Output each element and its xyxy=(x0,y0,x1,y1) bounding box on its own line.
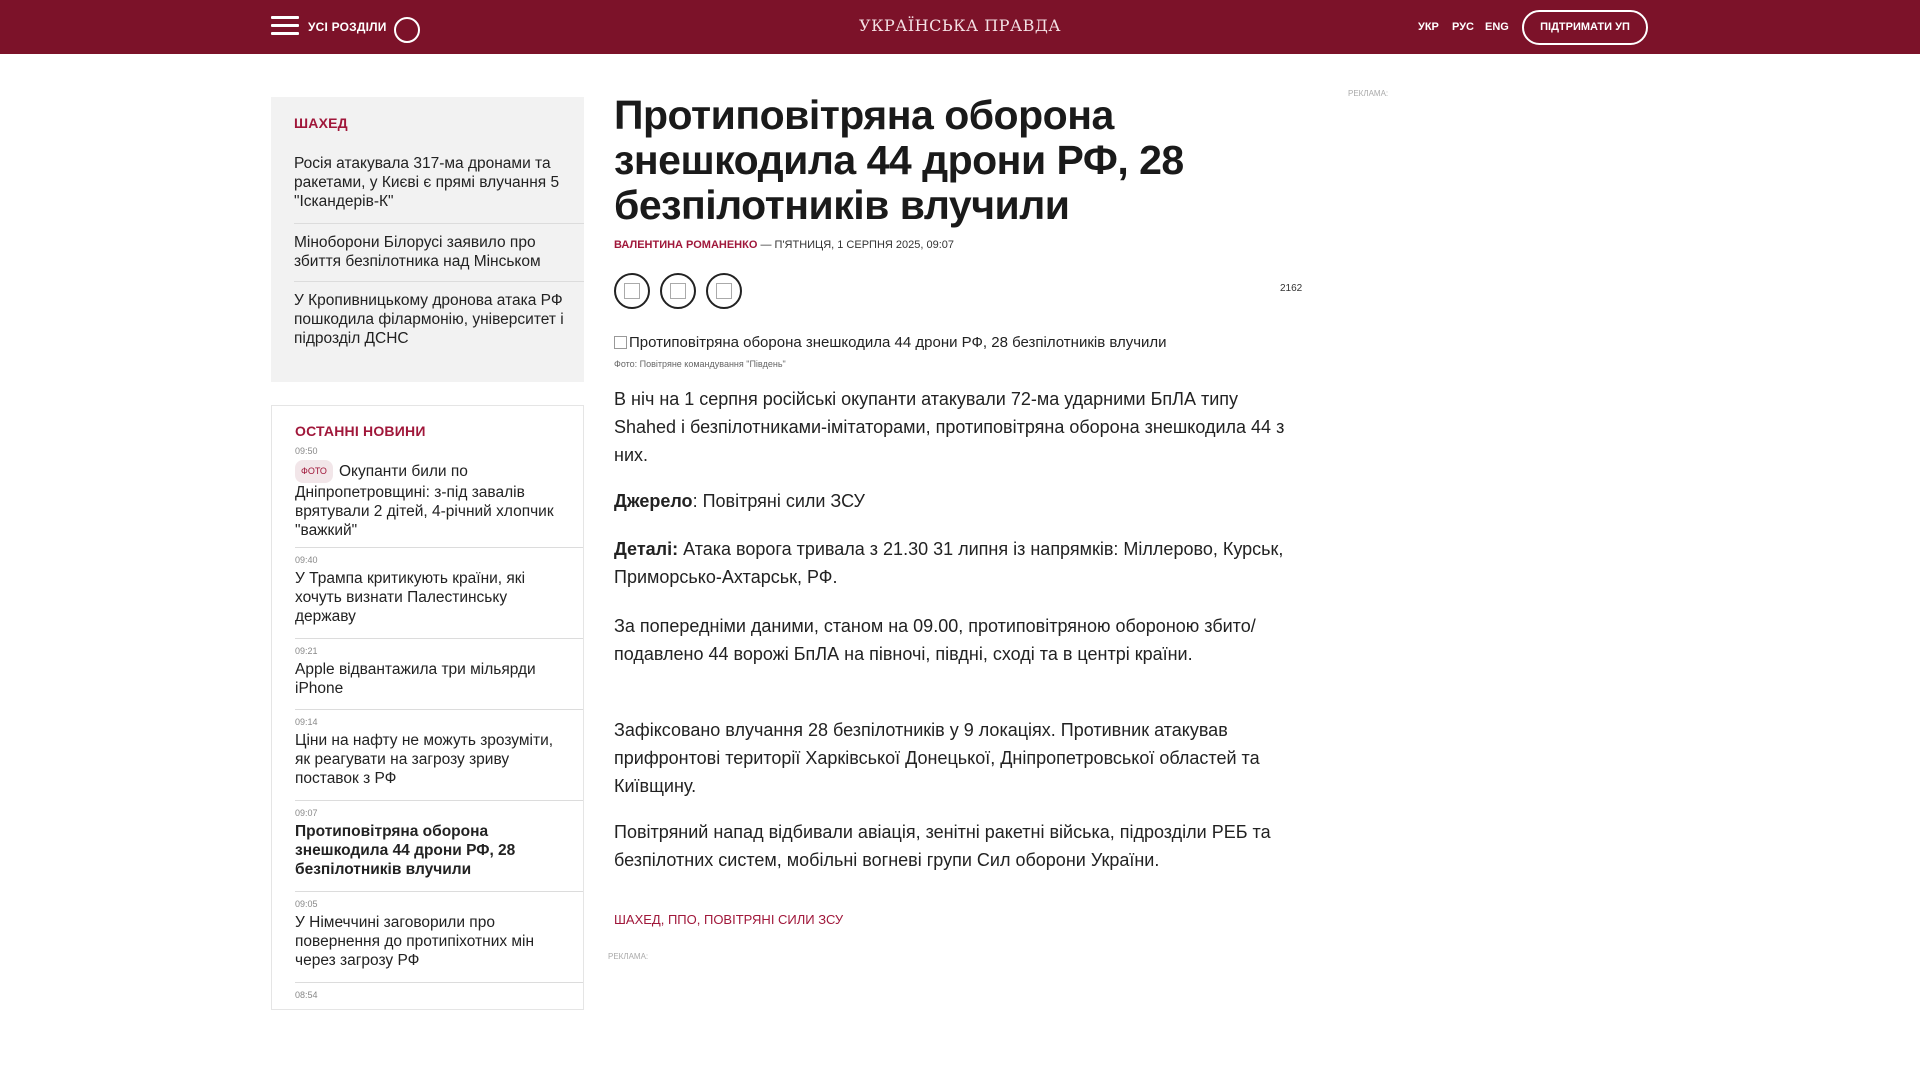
divider xyxy=(294,223,584,224)
byline-dash: — xyxy=(760,239,772,251)
share-telegram-icon[interactable] xyxy=(706,273,742,309)
news-time: 09:14 xyxy=(295,717,318,727)
support-button[interactable]: ПІДТРИМАТИ УП xyxy=(1522,10,1648,45)
news-item-link[interactable]: У Німеччині заговорили про повернення до протипіхотних мін через загрозу РФ xyxy=(295,914,535,969)
author-link[interactable]: ВАЛЕНТИНА РОМАНЕНКО xyxy=(614,239,758,251)
lang-eng-link[interactable]: ENG xyxy=(1485,21,1509,33)
tag-related-item[interactable]: Міноборони Білорусі заявило про збиття безпілотника над Мінськом xyxy=(294,234,541,270)
news-time: 09:21 xyxy=(295,646,318,656)
article-paragraph: Повітряний напад відбивали авіація, зенітні ракетні війська, підрозділи РЕБ та безпілотних систем, мобільні вогневі групи Сил оборони України. xyxy=(614,822,1271,870)
image-alt-text: Протиповітряна оборона знешкодила 44 дрони РФ, 28 безпілотників влучили xyxy=(629,334,1167,351)
share-twitter-icon[interactable] xyxy=(660,273,696,309)
latest-news-title[interactable]: ОСТАННІ НОВИНИ xyxy=(295,423,426,439)
news-time: 08:54 xyxy=(295,990,318,1000)
tag-related-item[interactable]: У Кропивницькому дронова атака РФ пошкодила філармонію, університет і підрозділ ДСНС xyxy=(294,292,564,347)
divider xyxy=(295,638,584,639)
news-item-link[interactable]: У Трампа критикують країни, які хочуть визнати Палестинську державу xyxy=(295,570,526,625)
news-time: 09:07 xyxy=(295,808,318,818)
top-navigation-bar xyxy=(0,0,1920,54)
news-time: 09:05 xyxy=(295,899,318,909)
divider xyxy=(295,982,584,983)
lang-ukr-link[interactable]: УКР xyxy=(1418,21,1439,33)
news-item-link[interactable]: Apple відвантажила три мільярди iPhone xyxy=(295,661,536,697)
divider xyxy=(294,281,584,282)
details-label: Деталі: xyxy=(614,539,679,559)
divider xyxy=(295,891,584,892)
news-item-link[interactable]: Ціни на нафту не можуть зрозуміти, як реагувати на загрозу зриву поставок з РФ xyxy=(295,732,554,787)
divider xyxy=(295,709,584,710)
source-text: : Повітряні сили ЗСУ xyxy=(692,491,865,511)
article-paragraph: Зафіксовано влучання 28 безпілотників у 9 локаціях. Противник атакував прифронтові території Харківської Донецької, Дніпропетровської областей та Київщину. xyxy=(614,720,1260,796)
details-text: Атака ворога тривала з 21.30 31 липня із напрямків: Міллерово, Курськ, Приморсько-Ахтарськ, РФ. xyxy=(614,539,1284,587)
divider xyxy=(295,800,584,801)
divider xyxy=(295,547,584,548)
ad-label: РЕКЛАМА: xyxy=(1348,89,1389,98)
article-paragraph-details xyxy=(614,535,1304,591)
tag-related-box xyxy=(271,97,584,382)
source-label: Джерело xyxy=(614,491,693,511)
publish-date: П'ЯТНИЦЯ, 1 СЕРПНЯ 2025, 09:07 xyxy=(774,239,954,251)
image-caption: Фото: Повітряне командування "Південь" xyxy=(614,359,786,369)
lang-rus-link[interactable]: РУС xyxy=(1452,21,1474,33)
tag-box-title[interactable]: ШАХЕД xyxy=(294,115,348,131)
news-item-title: Окупанти били по Дніпропетровщині: з-під завалів врятували 2 дітей, 4-річний хлопчик "важкий" xyxy=(295,463,554,539)
article-headline: Протиповітряна оборона знешкодила 44 дрони РФ, 28 безпілотників влучили xyxy=(614,92,1184,228)
news-item-link-current[interactable]: Протиповітряна оборона знешкодила 44 дрони РФ, 28 безпілотників влучили xyxy=(295,823,516,878)
news-time: 09:50 xyxy=(295,446,318,456)
byline xyxy=(614,239,954,251)
article-tags[interactable]: ШАХЕД, ППО, ПОВІТРЯНІ СИЛИ ЗСУ xyxy=(614,912,844,927)
tag-related-item[interactable]: Росія атакувала 317-ма дронами та ракетами, у Києві є прямі влучання 5 "Іскандерів-К" xyxy=(294,155,560,210)
photo-badge: ФОТО xyxy=(295,460,333,483)
views-count: 2162 xyxy=(1280,283,1303,294)
news-item-link[interactable] xyxy=(295,460,567,540)
article-paragraph: За попередніми даними, станом на 09.00, протиповітряною обороною збито/подавлено 44 ворожі БпЛА на півночі, півдні, сході та в центрі країни. xyxy=(614,616,1256,664)
news-time: 09:40 xyxy=(295,555,318,565)
article-image xyxy=(614,334,1167,351)
latest-news-box xyxy=(271,405,584,1010)
site-logo[interactable]: УКРАЇНСЬКА ПРАВДА xyxy=(859,16,1061,35)
broken-image-icon xyxy=(614,336,627,349)
article-paragraph: В ніч на 1 серпня російські окупанти атакували 72-ма ударними БпЛА типу Shahed і безпілотниками-імітаторами, протиповітряна оборона знешкодила 44 з них. xyxy=(614,389,1285,465)
all-sections-link[interactable]: УСІ РОЗДІЛИ xyxy=(308,20,387,34)
ad-label: РЕКЛАМА: xyxy=(608,952,649,961)
article-paragraph-source xyxy=(614,487,1304,515)
share-facebook-icon[interactable] xyxy=(614,273,650,309)
